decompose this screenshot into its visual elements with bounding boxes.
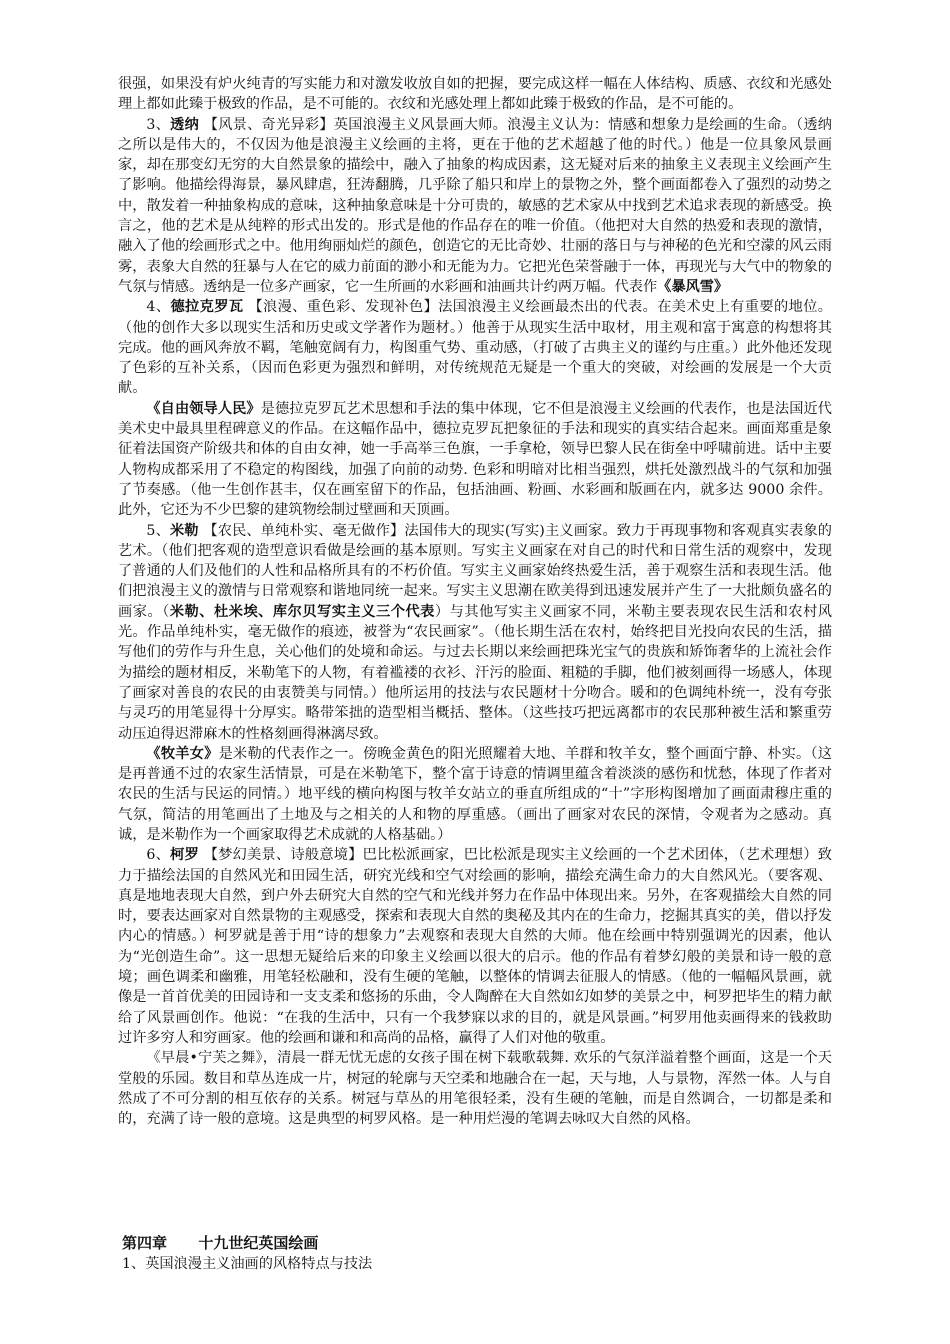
artist-name-delacroix: 德拉克罗瓦: [170, 299, 244, 316]
artwork-title: 《自由领导人民》: [146, 400, 261, 417]
artist-tags: 【浪漫、重色彩、发现补色】: [243, 299, 439, 316]
paragraph-continuation: 很强，如果没有炉火纯青的写实能力和对激发收放自如的把握，要完成这样一幅在人体结构、质感、衣纹和光感处理上都如此臻于极致的作品，是不可能的。衣纹和光感处理上都如此臻于极致的作品，是不可能的。: [118, 76, 832, 113]
paragraph-body: ）与其他写实主义画家不同，米勒主要表现农民生活和农村风光。作品单纯朴实，毫无做作的痕迹，被誉为“农民画家”。（他长期生活在农村，始终把目光投向农民的生活，描写他们的劳作与升生息，关心他们的处境和命运。与过去长期以来绘画把珠光宝气的贵族和矫饰奢华的上流社会作为描绘的题材相反，米勒笔下的人物，有着褴褛的衣衫、汗污的脸面、粗糙的手脚，他们被刻画得一场感人，体现了画家对善良的农民的由衷赞美与同情。）他所运用的技法与农民题材十分吻合。暖和的色调纯朴统一，没有夸张与灵巧的用笔显得十分厚实。略带笨拙的造型相当概括、整体。（这些技巧把远离都市的农民那种被生活和繁重劳动压迫得迟滞麻木的性格刻画得淋漓尽致。: [118, 603, 832, 742]
paragraph-body: 巴比松派画家，巴比松派是现实主义绘画的一个艺术团体，（艺术理想）致力于描绘法国的自然风光和田园生活，研究光线和空气对绘画的影响，描绘充满生命力的大自然风光。（要客观、真是地地表现大自然，到户外去研究大自然的空气和光线并努力在作品中体现出来。另外，在客观描绘大自然的同时，要表达画家对自然景物的主观感受，探索和表现大自然的奥秘及其内在的生命力，挖掘其真实的美，借以抒发内心的情感。）柯罗就是善于用“诗的想象力”去观察和表现大自然的大师。他在绘画中特别强调光的因素，他认为“光创造生命”。这一思想无疑给后来的印象主义绘画以很大的启示。他的作品有着梦幻般的美景和诗一般的意境；画色调柔和幽雅，用笔轻松融和，没有生硬的笔触，以整体的情调去征服人的情感。（他的一幅幅风景画，就像是一首首优美的田园诗和一支支柔和悠扬的乐曲，令人陶醉在大自然如幻如梦的美景之中，柯罗把毕生的精力献给了风景画创作。他说：“在我的生活中，只有一个我梦寐以求的目的，就是风景画。”柯罗用他卖画得来的钱救助过许多穷人和穷画家。他的绘画和谦和和高尚的品格，赢得了人们对他的敬重。: [118, 847, 832, 1046]
paragraph-corot: [118, 845, 832, 1048]
paragraph-body: 是米勒的代表作之一。傍晚金黄色的阳光照耀着大地、羊群和牧羊女，整个画面宁静、朴实。（这是再普通不过的农家生活情景，可是在米勒笔下，整个富于诗意的情调里蕴含着淡淡的感伤和忧愁，体现了作者对农民的生活与民运的同情。）地平线的横向构图与牧羊女站立的垂直所组成的“十”字形构图增加了画面肃穆庄重的气氛，简洁的用笔画出了土地及与之相关的人和物的厚重感。（画出了画家对农民的深情，令观者为之感动。真诚，是米勒作为一个画家取得艺术成就的人格基础。）: [118, 745, 832, 843]
section-number: 4、: [146, 299, 171, 316]
paragraph-body: 英国浪漫主义风景画大师。浪漫主义认为：情感和想象力是绘画的生命。（透纳之所以是伟大的，不仅因为他是浪漫主义绘画的主将，更在于他的艺术超越了他的时代。）他是一位具象风景画家，却在那变幻无穷的大自然景象的描绘中，融入了抽象的构成因素，这无疑对后来的抽象主义表现主义绘画产生了影响。他描绘得海景，暴风肆虐，狂涛翻腾，几乎除了船只和岸上的景物之外，整个画面都卷入了强烈的动势之中，散发着一种抽象构成的意味，这种抽象意味是十分可贵的，敏感的艺术家从中找到艺术追求表现的新感受。换言之，他的艺术是从纯粹的形式出发的。形式是他的作品存在的唯一价值。（他把对大自然的热爱和表现的激情，融入了他的绘画形式之中。他用绚丽灿烂的颜色，创造它的无比奇妙、壮丽的落日与与神秘的色光和空濛的风云雨雾，表象大自然的狂暴与人在它的威力前面的渺小和无能为力。它把光色荣誉融于一体，再现光与大气中的物象的气氛与情感。透纳是一位多产画家，它一生所画的水彩画和油画共计约两万幅。代表作: [118, 116, 832, 295]
paragraph-body: 是德拉克罗瓦艺术思想和手法的集中体现，它不但是浪漫主义绘画的代表作，也是法国近代美术史中最具里程碑意义的作品。在这幅作品中，德拉克罗瓦把象征的手法和现实的真实结合起来。画面郑重是象征着法国资产阶级共和体的自由女神，她一手高举三色旗，一手拿枪，领导巴黎人民在街垒中呼啸前进。话中主要人物构成都采用了不稳定的构图线，加强了向前的动势. 色彩和明暗对比相当强烈，烘托处激烈战斗的气氛和加强了节奏感。（他一生创作甚丰，仅在画室留下的作品，包括油画、粉画、水彩画和版画在内，就多达 9000 余件。此外，它还为不少巴黎的建筑物绘制过壁画和天顶画。: [118, 400, 832, 519]
artist-tags: 【梦幻美景、诗般意境】: [199, 847, 363, 864]
bold-phrase: 米勒、杜米埃、库尔贝写实主义三个代表: [169, 603, 435, 620]
paragraph-body: ，清晨一群无忧无虑的女孩子围在树下载歌载舞. 欢乐的气氛洋溢着整个画面，这是一个天堂般的乐园。数目和草丛连成一片，树冠的轮廓与天空柔和地融合在一起，天与地，人与景物，浑然一体。人与自然成了不可分割的相互依存的关系。树冠与草丛的用笔很轻柔，没有生硬的笔触，而是自然调合，一切都是柔和的，充满了诗一般的意境。这是典型的柯罗风格。是一种用烂漫的笔调去咏叹大自然的风格。: [118, 1050, 832, 1128]
section-number: 3、: [146, 116, 171, 133]
section-number: 6、: [146, 847, 171, 864]
paragraph-delacroix: [118, 297, 832, 398]
artist-name-millet: 米勒: [169, 522, 199, 539]
section-number: 5、: [146, 522, 170, 539]
artwork-title: 《暴风雪》: [657, 278, 729, 295]
paragraph-body: 法国伟大的现实(写实)主义画家。致力于再现事物和客观真实表象的艺术。（他们把客观的造型意识看做是绘画的基本原则。写实主义画家在对自己的时代和日常生活的观察中，发现了普通的人们及他们的人性和品格所具有的不朽价值。写实主义画家始终热爱生活，善于观察生活和表现生活。他们把浪漫主义的激情与日常观察和谐地同统一起来。写实主义思潮在欧美得到迅速发展并产生了一大批颇负盛名的画家。（: [118, 522, 832, 620]
paragraph-body: 法国浪漫主义绘画最杰出的代表。在美术史上有重要的地位。（他的创作大多以现实生活和历史或文学著作为题材。）他善于从现实生活中取材，用主观和富于寓意的构想将其完成。他的画风奔放不羁，笔触宽阔有力，构图重气势、重动感，（打破了古典主义的谨约与庄重。）此外他还发现了色彩的互补关系，（因而色彩更为强烈和鲜明，对传统规范无疑是一个重大的突破，对绘画的发展是一个大贡献。: [118, 299, 832, 397]
paragraph-turner: [118, 115, 832, 298]
artist-tags: 【农民、单纯朴实、毫无做作】: [198, 522, 405, 539]
artwork-title: 《牧羊女》: [146, 745, 219, 762]
section-subheading: 1、英国浪漫主义油画的风格特点与技法: [122, 1256, 373, 1272]
paragraph-liberty-leading: [118, 399, 832, 521]
paragraph-dance-of-nymphs: [118, 1048, 832, 1129]
artwork-title: 《早晨•宁芙之舞》: [146, 1050, 263, 1067]
artist-tags: 【风景、奇光异彩】: [199, 116, 334, 133]
artist-name-turner: 透纳: [170, 116, 200, 133]
paragraph-millet: [118, 521, 832, 744]
paragraph-shepherdess: [118, 744, 832, 845]
artist-name-corot: 柯罗: [170, 847, 200, 864]
chapter-heading: 第四章 十九世纪英国绘画: [122, 1234, 319, 1252]
